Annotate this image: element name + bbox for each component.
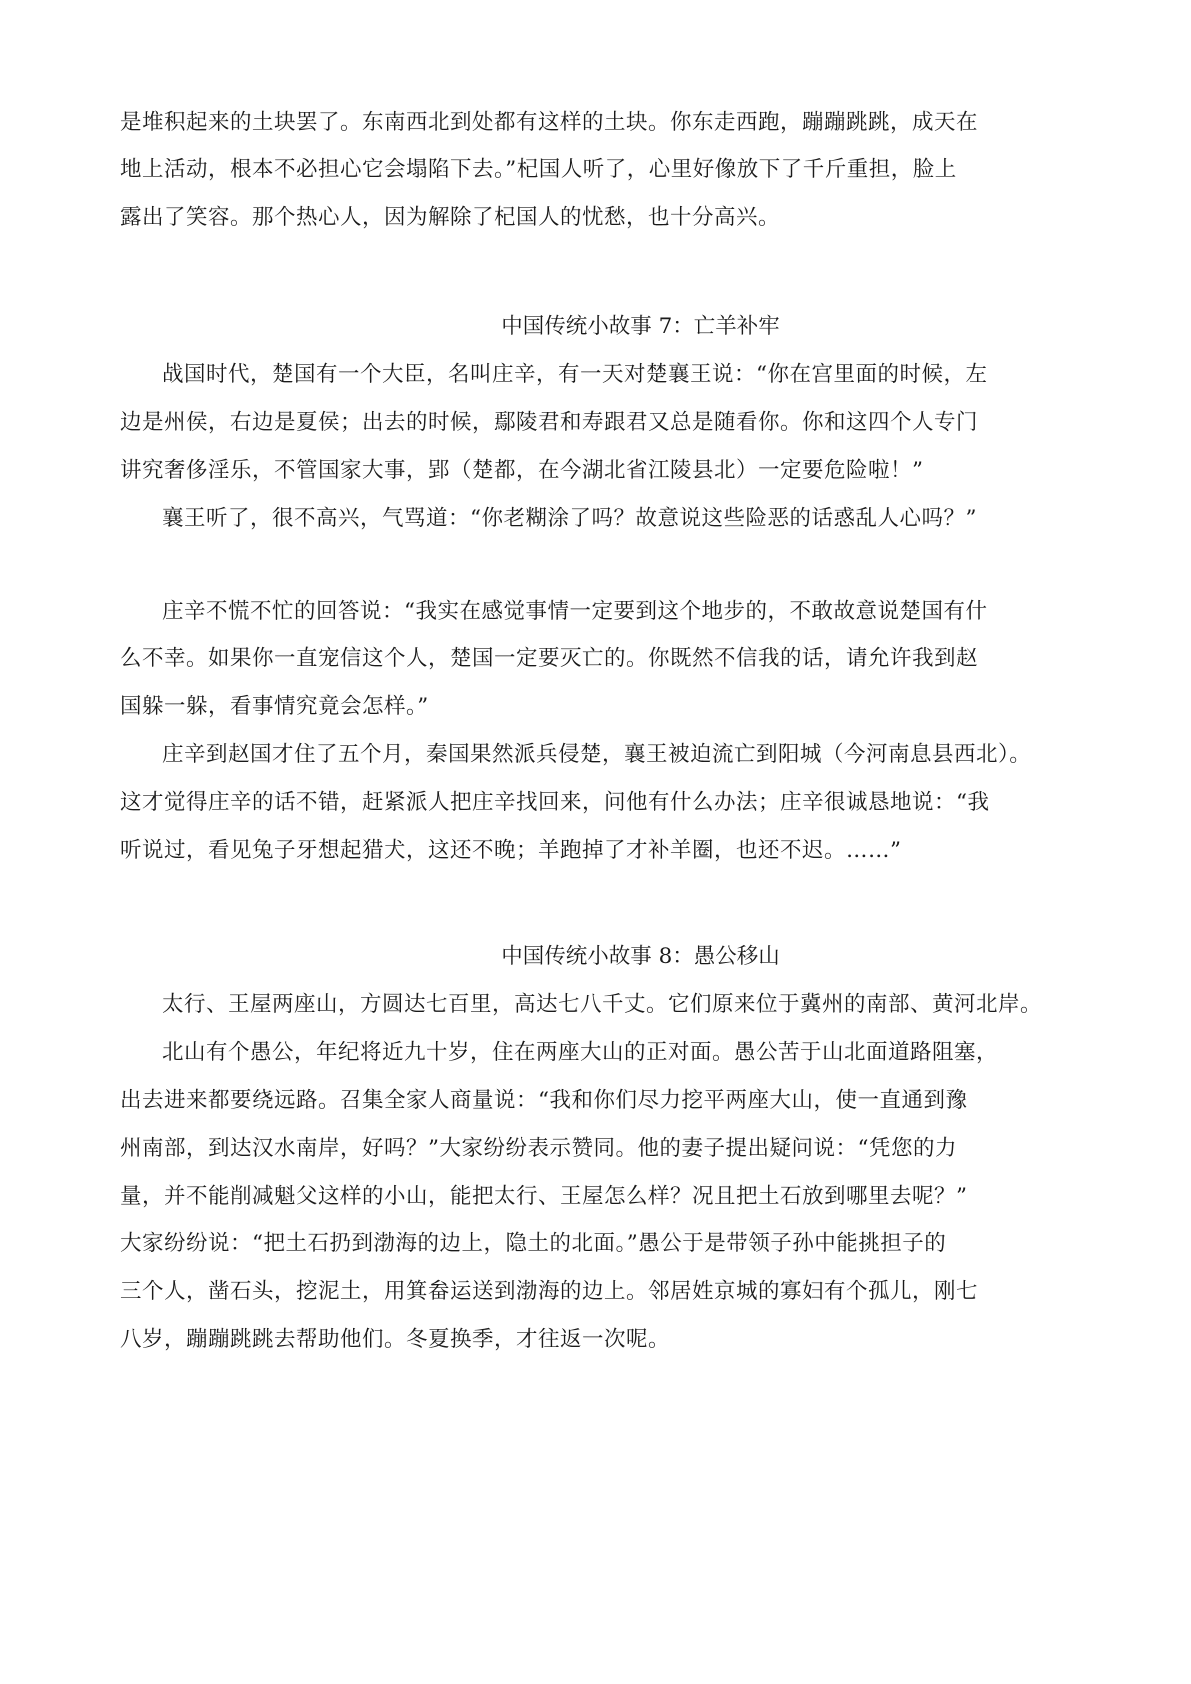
paragraph-line: 北山有个愚公，年纪将近九十岁，住在两座大山的正对面。愚公苦于山北面道路阻塞， xyxy=(162,1040,999,1065)
story7-title: 中国传统小故事 7：亡羊补牢 xyxy=(501,314,780,339)
paragraph-line: 露出了笑容。那个热心人，因为解除了杞国人的忧愁，也十分高兴。 xyxy=(120,205,781,230)
paragraph-line: 地上活动，根本不必担心它会塌陷下去。”杞国人听了，心里好像放下了千斤重担，脸上 xyxy=(120,157,957,182)
paragraph-line: 庄辛不慌不忙的回答说：“我实在感觉事情一定要到这个地步的，不敢故意说楚国有什 xyxy=(162,599,988,624)
paragraph-line: 是堆积起来的土块罢了。东南西北到处都有这样的土块。你东走西跑，蹦蹦跳跳，成天在 xyxy=(120,110,979,135)
paragraph-line: 讲究奢侈淫乐，不管国家大事，郢（楚都，在今湖北省江陵县北）一定要危险啦！” xyxy=(120,458,924,483)
paragraph-line: 庄辛到赵国才住了五个月，秦国果然派兵侵楚，襄王被迫流亡到阳城（今河南息县西北）。 xyxy=(162,742,1032,767)
paragraph-line: 三个人，凿石头，挖泥土，用箕畚运送到渤海的边上。邻居姓京城的寡妇有个孤儿，刚七 xyxy=(120,1279,979,1304)
paragraph-line: 量，并不能削减魁父这样的小山，能把太行、王屋怎么样？况且把土石放到哪里去呢？” xyxy=(120,1184,968,1209)
paragraph-line: 襄王听了，很不高兴，气骂道：“你老糊涂了吗？故意说这些险恶的话惑乱人心吗？” xyxy=(162,506,977,531)
paragraph-line: 国躲一躲，看事情究竟会怎样。” xyxy=(120,694,429,719)
paragraph-line: 么不幸。如果你一直宠信这个人，楚国一定要灭亡的。你既然不信我的话，请允许我到赵 xyxy=(120,646,979,671)
paragraph-line: 州南部，到达汉水南岸，好吗？”大家纷纷表示赞同。他的妻子提出疑问说：“凭您的力 xyxy=(120,1136,957,1161)
paragraph-line: 这才觉得庄辛的话不错，赶紧派人把庄辛找回来，问他有什么办法；庄辛很诚恳地说：“我 xyxy=(120,790,990,815)
paragraph-line: 大家纷纷说：“把土石扔到渤海的边上，隐土的北面。”愚公于是带领子孙中能挑担子的 xyxy=(120,1231,947,1256)
story8-title: 中国传统小故事 8：愚公移山 xyxy=(501,944,780,969)
paragraph-line: 八岁，蹦蹦跳跳去帮助他们。冬夏换季，才往返一次呢。 xyxy=(120,1327,671,1352)
paragraph-line: 听说过，看见兔子牙想起猎犬，这还不晚；羊跑掉了才补羊圈，也还不迟。……” xyxy=(120,838,902,863)
paragraph-line: 出去进来都要绕远路。召集全家人商量说：“我和你们尽力挖平两座大山，使一直通到豫 xyxy=(120,1088,968,1113)
paragraph-line: 太行、王屋两座山，方圆达七百里，高达七八千丈。它们原来位于冀州的南部、黄河北岸。 xyxy=(162,992,1043,1017)
paragraph-line: 边是州侯，右边是夏侯；出去的时候，鄢陵君和寿跟君又总是随看你。你和这四个人专门 xyxy=(120,410,979,435)
paragraph-line: 战国时代，楚国有一个大臣，名叫庄辛，有一天对楚襄王说：“你在宫里面的时候，左 xyxy=(162,362,988,387)
